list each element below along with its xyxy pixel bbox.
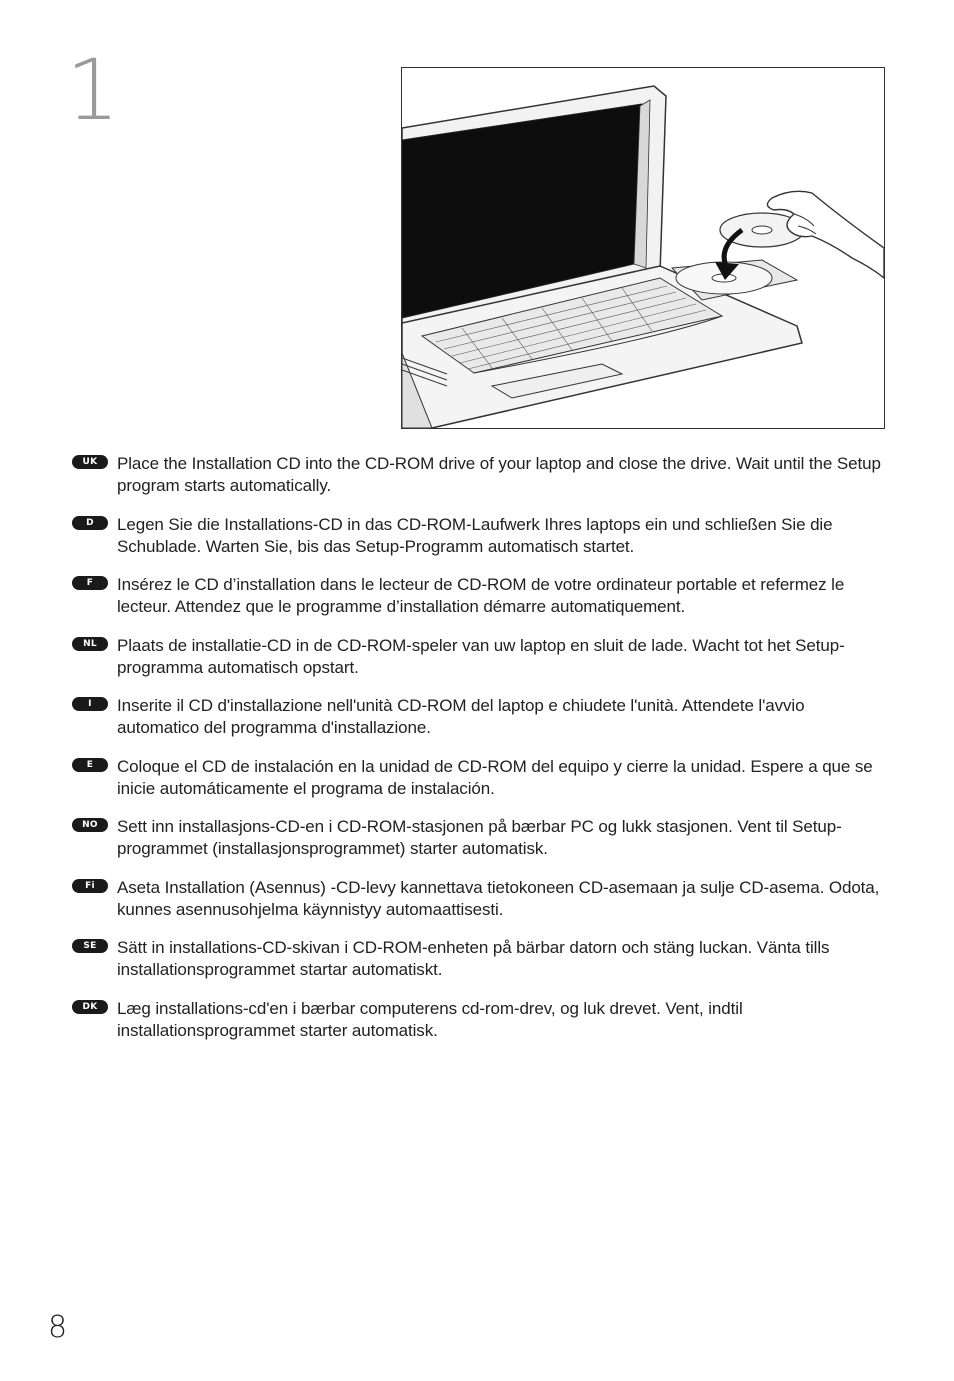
instruction-list bbox=[72, 453, 892, 1058]
instruction-text: Inserite il CD d'installazione nell'unità CD-ROM del laptop e chiudete l'unità. Attendete l'avvio automatico del programma d'installazione. bbox=[117, 696, 805, 737]
instruction-text: Læg installations-cd'en i bærbar computerens cd-rom-drev, og luk drevet. Vent, indtil installationsprogrammet starter automatisk. bbox=[117, 998, 743, 1040]
laptop-cd-illustration bbox=[401, 67, 885, 429]
instruction-nl bbox=[72, 635, 892, 696]
language-badge: NO bbox=[72, 818, 108, 832]
language-badge: Fi bbox=[72, 879, 108, 893]
instruction-no bbox=[72, 816, 892, 877]
instruction-d bbox=[72, 514, 892, 575]
language-badge: SE bbox=[72, 939, 108, 953]
instruction-text: Coloque el CD de instalación en la unidad de CD-ROM del equipo y cierre la unidad. Espere a que se inicie automáticamente el programa de instalación. bbox=[117, 756, 873, 798]
instruction-text: Place the Installation CD into the CD-ROM drive of your laptop and close the drive. Wait until the Setup program starts automatically. bbox=[117, 454, 881, 495]
language-badge: I bbox=[72, 697, 108, 711]
language-badge: F bbox=[72, 576, 108, 590]
instruction-fi bbox=[72, 877, 892, 938]
instruction-se bbox=[72, 937, 892, 998]
page-number: 8 bbox=[48, 1310, 68, 1345]
instruction-text: Plaats de installatie-CD in de CD-ROM-speler van uw laptop en sluit de lade. Wacht tot het Setup-programma automatisch opstart. bbox=[117, 635, 845, 677]
instruction-dk bbox=[72, 998, 892, 1059]
language-badge: E bbox=[72, 758, 108, 772]
instruction-text: Sett inn installasjons-CD-en i CD-ROM-stasjonen på bærbar PC og lukk stasjonen. Vent til Setup-programmet (installasjonsprogrammet) starter automatisk. bbox=[117, 817, 842, 858]
instruction-e bbox=[72, 756, 892, 817]
instruction-text: Legen Sie die Installations-CD in das CD-ROM-Laufwerk Ihres laptops ein und schließen Sie die Schublade. Warten Sie, bis das Setup-Programm automatisch startet. bbox=[117, 514, 833, 556]
instruction-f bbox=[72, 574, 892, 635]
instruction-text: Sätt in installations-CD-skivan i CD-ROM-enheten på bärbar datorn och stäng luckan. Vänta tills installationsprogrammet startar automatiskt. bbox=[117, 938, 830, 979]
language-badge: DK bbox=[72, 1000, 108, 1014]
step-number: 1 bbox=[66, 41, 120, 139]
language-badge: UK bbox=[72, 455, 108, 469]
language-badge: NL bbox=[72, 637, 108, 651]
instruction-text: Aseta Installation (Asennus) -CD-levy kannettava tietokoneen CD-asemaan ja sulje CD-asema. Odota, kunnes asennusohjelma käynnistyy automaattisesti. bbox=[117, 877, 880, 919]
instruction-i bbox=[72, 695, 892, 756]
language-badge: D bbox=[72, 516, 108, 530]
instruction-uk bbox=[72, 453, 892, 514]
instruction-text: Insérez le CD d’installation dans le lecteur de CD-ROM de votre ordinateur portable et refermez le lecteur. Attendez que le programme d’installation démarre automatiquement. bbox=[117, 575, 845, 616]
